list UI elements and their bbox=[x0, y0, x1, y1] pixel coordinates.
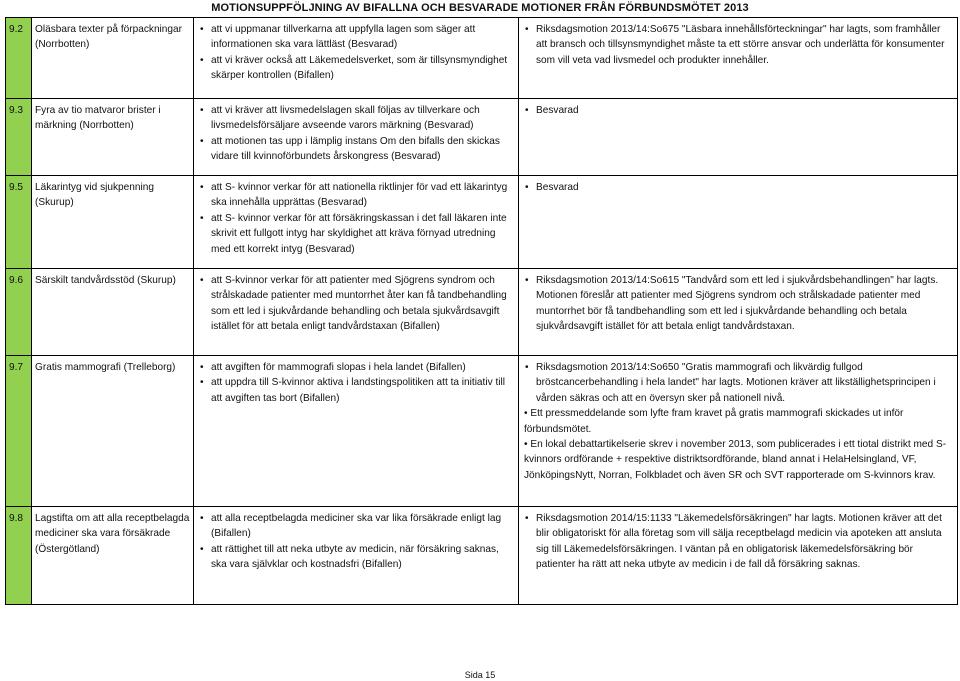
motion-number: 9.3 bbox=[6, 99, 32, 176]
motion-response bbox=[519, 176, 958, 269]
motion-title: Gratis mammografi (Trelleborg) bbox=[32, 356, 194, 507]
response-paragraph: • Ett pressmeddelande som lyfte fram kravet på gratis mammografi skickades ut inför förbundsmötet. bbox=[522, 406, 954, 437]
motion-title: Läkarintyg vid sjukpenning (Skurup) bbox=[32, 176, 194, 269]
list-item: • att vi kräver också att Läkemedelsverket, som är tillsynsmyndighet skärper kontrollen (Bifallen) bbox=[211, 53, 515, 84]
table-row bbox=[6, 176, 958, 269]
motion-response bbox=[519, 18, 958, 99]
page-header: MOTIONSUPPFÖLJNING AV BIFALLNA OCH BESVARADE MOTIONER FRÅN FÖRBUNDSMÖTET 2013 bbox=[211, 2, 749, 14]
list-item: • att vi uppmanar tillverkarna att uppfylla lagen som säger att informationen ska vara lättläst (Besvarad) bbox=[211, 22, 515, 53]
list-item: • Besvarad bbox=[536, 103, 954, 118]
motion-response bbox=[519, 507, 958, 605]
table-row bbox=[6, 269, 958, 356]
list-item: • Riksdagsmotion 2013/14:So675 "Läsbara innehållsförteckningar" har lagts, som framhåller att bransch och tillsynsmyndighet måste ta ett större ansvar och underlätta för konsumenter som vill veta vad livsmedel och produkter innehåller. bbox=[536, 22, 954, 68]
list-item: • att uppdra till S-kvinnor aktiva i landstingspolitiken att ta initiativ till att avgiften tas bort (Bifallen) bbox=[211, 375, 515, 406]
list-item: • Riksdagsmotion 2013/14:So650 "Gratis mammografi och likvärdig fullgod bröstcancerbehandling i hela landet" har lagts. Motionen kräver att likställighetsprincipen i vården säkras och att en översyn sker på nationell nivå. bbox=[536, 360, 954, 406]
list-item: • Riksdagsmotion 2014/15:1133 "Läkemedelsförsäkringen" har lagts. Motionen kräver att det blir obligatoriskt för alla företag som vill sälja receptbelagd medicin via apoteken att ansluta sig till Läkemedelsförsäkringen. I väntan på en obligatorisk läkemedelsförsäkring bör patienter ha rätt att neka utbyte av medicin i de fall då försäkring saknas. bbox=[536, 511, 954, 573]
list-item: • att avgiften för mammografi slopas i hela landet (Bifallen) bbox=[211, 360, 515, 375]
motion-requests bbox=[194, 356, 519, 507]
motion-response bbox=[519, 269, 958, 356]
motion-number: 9.5 bbox=[6, 176, 32, 269]
motion-number: 9.7 bbox=[6, 356, 32, 507]
motion-response bbox=[519, 99, 958, 176]
list-item: • att rättighet till att neka utbyte av medicin, när försäkring saknas, ska vara självklar och kostnadsfri (Bifallen) bbox=[211, 542, 515, 573]
list-item: • att alla receptbelagda mediciner ska var lika försäkrade enligt lag (Bifallen) bbox=[211, 511, 515, 542]
list-item: • Riksdagsmotion 2013/14:So615 "Tandvård som ett led i sjukvårdsbehandlingen" har lagts. Motionen föreslår att patienter med Sjögrens syndrom och strålskadade patienter med muntorrhet bör få tandbehandling som ett led i sjukvårdande behandling och betala sjukvårdsavgift istället för att betala enligt tandvårdstaxan. bbox=[536, 273, 954, 335]
list-item: • Besvarad bbox=[536, 180, 954, 195]
motion-requests bbox=[194, 269, 519, 356]
motion-response bbox=[519, 356, 958, 507]
list-item: • att vi kräver att livsmedelslagen skall följas av tillverkare och livsmedelsförsäljare avseende varors märkning (Besvarad) bbox=[211, 103, 515, 134]
motion-title: Oläsbara texter på förpackningar (Norrbotten) bbox=[32, 18, 194, 99]
page-number: Sida 15 bbox=[464, 670, 496, 680]
table-row bbox=[6, 18, 958, 99]
list-item: • att S-kvinnor verkar för att patienter med Sjögrens syndrom och strålskadade patienter med muntorrhet åter kan få tandbehandling som ett led i sjukvårdande behandling och betala sjukvårdsavgift istället för att betala enligt tandvårdstaxan (Bifallen) bbox=[211, 273, 515, 335]
motion-title: Lagstifta om att alla receptbelagda mediciner ska vara försäkrade (Östergötland) bbox=[32, 507, 194, 605]
motion-table bbox=[5, 17, 958, 605]
motion-requests bbox=[194, 507, 519, 605]
table-row bbox=[6, 507, 958, 605]
response-paragraph: • En lokal debattartikelserie skrev i november 2013, som publicerades i ett tiotal distrikt med S-kvinnors ordförande + respektive distriktsordförande, bland annat i HelaHelsingland, VF, JönköpingsNytt, Norran, Folkbladet och även SR och SVT rapporterade om S-kvinnors krav. bbox=[522, 437, 954, 483]
motion-requests bbox=[194, 99, 519, 176]
table-row bbox=[6, 356, 958, 507]
list-item: • att S- kvinnor verkar för att nationella riktlinjer för vad ett läkarintyg ska innehålla upprättas (Besvarad) bbox=[211, 180, 515, 211]
motion-number: 9.6 bbox=[6, 269, 32, 356]
motion-number: 9.8 bbox=[6, 507, 32, 605]
motion-title: Fyra av tio matvaror brister i märkning (Norrbotten) bbox=[32, 99, 194, 176]
motion-title: Särskilt tandvårdsstöd (Skurup) bbox=[32, 269, 194, 356]
motion-requests bbox=[194, 18, 519, 99]
list-item: • att motionen tas upp i lämplig instans Om den bifalls den skickas vidare till kvinnoförbundets årskongress (Besvarad) bbox=[211, 134, 515, 165]
list-item: • att S- kvinnor verkar för att försäkringskassan i det fall läkaren inte skrivit ett fullgott intyg har skyldighet att kräva förnyad utredning med ett korrekt intyg (Besvarad) bbox=[211, 211, 515, 257]
motion-requests bbox=[194, 176, 519, 269]
table-row bbox=[6, 99, 958, 176]
motion-number: 9.2 bbox=[6, 18, 32, 99]
